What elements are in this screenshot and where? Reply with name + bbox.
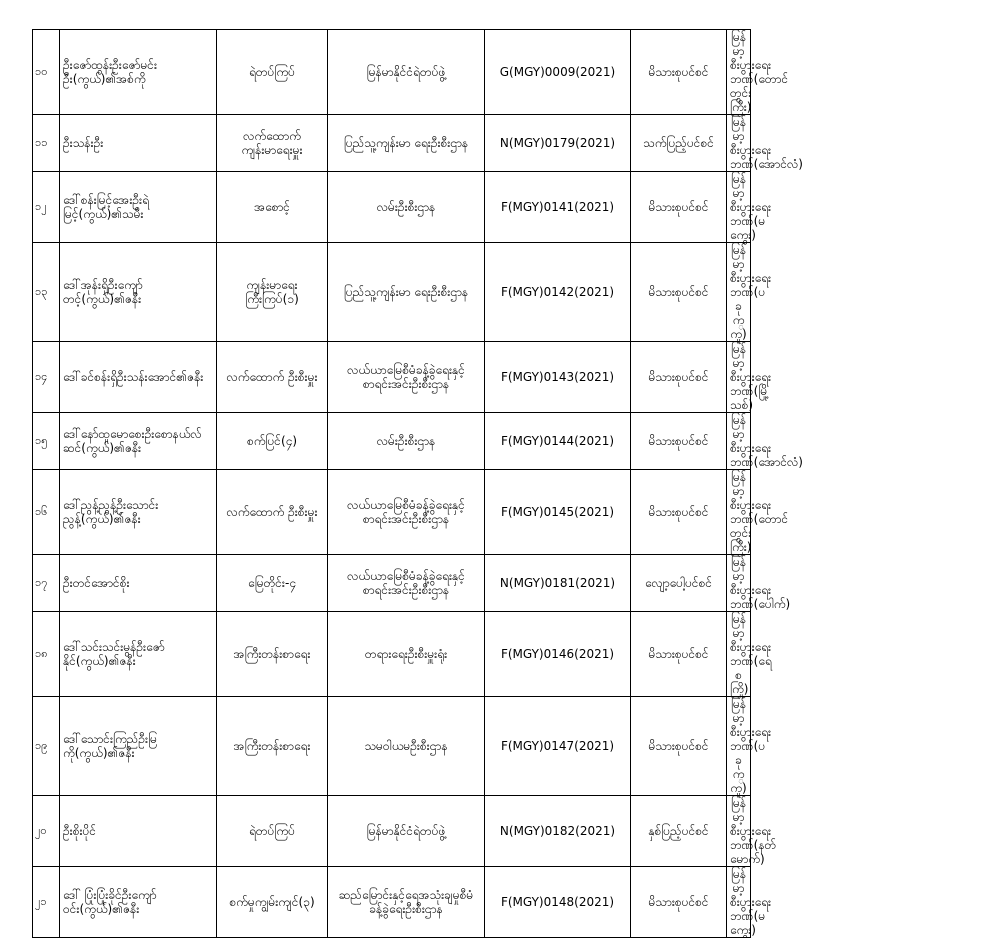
person-name-cell: ဒေါ်စန်းမြင့်အေးဦးရဲမြင့်(ကွယ်)၏သမီး — [60, 172, 217, 243]
pension-type-cell: သက်ပြည့်ပင်စင် — [631, 115, 727, 172]
person-name-cell: ဦးစိုးပိုင် — [60, 796, 217, 867]
table-row — [33, 796, 751, 867]
pension-type-cell: မိသားစုပင်စင် — [631, 697, 727, 796]
table-row — [33, 697, 751, 796]
department-cell: လမ်းဦးစီးဌာန — [328, 413, 485, 470]
department-cell: မြန်မာနိုင်ငံရဲတပ်ဖွဲ့ — [328, 796, 485, 867]
person-name-cell: ဒေါ်သင်းသင်းမွန်ဦးဇော်နိုင်(ကွယ်)၏ဇနီး — [60, 612, 217, 697]
row-number-cell: ၁၅ — [33, 413, 60, 470]
pension-code-cell: N(MGY)0179(2021) — [485, 115, 631, 172]
pension-code-cell: F(MGY)0148(2021) — [485, 867, 631, 938]
person-name-cell: ဒေါ်သောင်းကြည်ဦးမြကို(ကွယ်)၏ဇနီး — [60, 697, 217, 796]
bank-branch-cell: မြန်မာ့စီးပွားရေးဘဏ်(နတ်မောက်) — [727, 796, 751, 867]
pension-type-cell: မိသားစုပင်စင် — [631, 413, 727, 470]
bank-branch-cell: မြန်မာ့စီးပွားရေးဘဏ်(တောင်တွင်းကြီး) — [727, 470, 751, 555]
department-cell: လယ်ယာမြေစီမံခန့်ခွဲရေးနှင့်စာရင်းအင်းဦးစီးဌာန — [328, 342, 485, 413]
row-number-cell: ၁၉ — [33, 697, 60, 796]
row-number-cell: ၁၆ — [33, 470, 60, 555]
department-cell: မြန်မာနိုင်ငံရဲတပ်ဖွဲ့ — [328, 30, 485, 115]
person-name-cell: ဒေါ်ညွန့်ညွန့်ဦးသောင်းညွန့်(ကွယ်)၏ဇနီး — [60, 470, 217, 555]
bank-branch-cell: မြန်မာ့စီးပွားရေးဘဏ်(အောင်လံ) — [727, 115, 751, 172]
bank-branch-cell: မြန်မာ့စီးပွားရေးဘဏ်(ပခုက္ကူ) — [727, 243, 751, 342]
pension-type-cell: မိသားစုပင်စင် — [631, 342, 727, 413]
row-number-cell: ၁၇ — [33, 555, 60, 612]
pension-table — [32, 29, 803, 938]
position-cell: လက်ထောက် ကျန်းမာရေးမှူး — [217, 115, 328, 172]
bank-branch-cell: မြန်မာ့စီးပွားရေးဘဏ်(မြို့သစ်) — [727, 342, 751, 413]
department-cell: ပြည်သူ့ကျန်းမာ ရေးဦးစီးဌာန — [328, 243, 485, 342]
table-row — [33, 243, 751, 342]
position-cell: လက်ထောက် ဦးစီးမှူး — [217, 342, 328, 413]
department-cell: ပြည်သူ့ကျန်းမာ ရေးဦးစီးဌာန — [328, 115, 485, 172]
row-number-cell: ၁၁ — [33, 115, 60, 172]
position-cell: စက်ပြင်(၄) — [217, 413, 328, 470]
person-name-cell: ဒေါ် ပြုံးပြုံးခိုင်ဦးကျော်ဝင်း(ကွယ်)၏ဇနီး — [60, 867, 217, 938]
bank-branch-cell: မြန်မာ့စီးပွားရေးဘဏ်(မကွေး) — [727, 867, 751, 938]
pension-code-cell: G(MGY)0009(2021) — [485, 30, 631, 115]
pension-type-cell: နှစ်ပြည့်ပင်စင် — [631, 796, 727, 867]
pension-type-cell: လျော့ပေါ့ပင်စင် — [631, 555, 727, 612]
position-cell: မြေတိုင်း-၄ — [217, 555, 328, 612]
table-row — [33, 867, 751, 938]
row-number-cell: ၁၃ — [33, 243, 60, 342]
bank-branch-cell: မြန်မာ့စီးပွားရေးဘဏ်(ပေါက်) — [727, 555, 751, 612]
pension-code-cell: F(MGY)0142(2021) — [485, 243, 631, 342]
department-cell: လယ်ယာမြေစီမံခန့်ခွဲရေးနှင့်စာရင်းအင်းဦးစီးဌာန — [328, 470, 485, 555]
person-name-cell: ဒေါ်ခင်စန်းရှိဦးသန်းအောင်၏ဇနီး — [60, 342, 217, 413]
table-row — [33, 115, 751, 172]
pension-type-cell: မိသားစုပင်စင် — [631, 30, 727, 115]
row-number-cell: ၂၀ — [33, 796, 60, 867]
pension-type-cell: မိသားစုပင်စင် — [631, 867, 727, 938]
pension-type-cell: မိသားစုပင်စင် — [631, 470, 727, 555]
table-body — [33, 30, 803, 938]
department-cell: သမဝါယမဦးစီးဌာန — [328, 697, 485, 796]
position-cell: စက်မှုကျွမ်းကျင်(၃) — [217, 867, 328, 938]
pension-type-cell: မိသားစုပင်စင် — [631, 612, 727, 697]
row-number-cell: ၁၂ — [33, 172, 60, 243]
person-name-cell: ဦးတင်အောင်စိုး — [60, 555, 217, 612]
position-cell: လက်ထောက် ဦးစီးမှူး — [217, 470, 328, 555]
position-cell: အကြီးတန်းစာရေး — [217, 612, 328, 697]
row-number-cell: ၁၄ — [33, 342, 60, 413]
row-number-cell: ၁၈ — [33, 612, 60, 697]
page-border-tick — [32, 666, 33, 674]
row-number-cell: ၁၀ — [33, 30, 60, 115]
pension-type-cell: မိသားစုပင်စင် — [631, 172, 727, 243]
table-row — [33, 555, 751, 612]
table-row — [33, 413, 751, 470]
position-cell: အစောင့် — [217, 172, 328, 243]
department-cell: လယ်ယာမြေစီမံခန့်ခွဲရေးနှင့်စာရင်းအင်းဦးစီးဌာန — [328, 555, 485, 612]
position-cell: ကျန်းမာရေး ကြီးကြပ်(၁) — [217, 243, 328, 342]
bank-branch-cell: မြန်မာ့စီးပွားရေးဘဏ်(ပခုက္ကူ) — [727, 697, 751, 796]
position-cell: ရဲတပ်ကြပ် — [217, 796, 328, 867]
pension-list-page — [32, 29, 803, 938]
bank-branch-cell: မြန်မာ့စီးပွားရေးဘဏ်(တောင်တွင်းကြီး) — [727, 30, 751, 115]
pension-code-cell: F(MGY)0144(2021) — [485, 413, 631, 470]
person-name-cell: ဦးသန်းဦး — [60, 115, 217, 172]
pension-code-cell: F(MGY)0141(2021) — [485, 172, 631, 243]
pension-code-cell: N(MGY)0182(2021) — [485, 796, 631, 867]
bank-branch-cell: မြန်မာ့စီးပွားရေးဘဏ်(ရေစကြို) — [727, 612, 751, 697]
position-cell: အကြီးတန်းစာရေး — [217, 697, 328, 796]
department-cell: တရားရေးဦးစီးမှူးရုံး — [328, 612, 485, 697]
position-cell: ရဲတပ်ကြပ် — [217, 30, 328, 115]
department-cell: ဆည်မြောင်းနှင့်ရေအသုံးချမှုစီမံခန့်ခွဲရေးဦးစီးဌာန — [328, 867, 485, 938]
bank-branch-cell: မြန်မာ့စီးပွားရေးဘဏ်(မကွေး) — [727, 172, 751, 243]
person-name-cell: ဒေါ်နော်ထူမောစေးဦးစောနယ်လ်ဆင်(ကွယ်)၏ဇနီး — [60, 413, 217, 470]
table-row — [33, 342, 751, 413]
table-row — [33, 470, 751, 555]
row-number-cell: ၂၁ — [33, 867, 60, 938]
person-name-cell: ဦးဇော်ထွန်းဦးဇော်မင်းဦး(ကွယ်)၏အစ်ကို — [60, 30, 217, 115]
table-row — [33, 612, 751, 697]
bank-branch-cell: မြန်မာ့စီးပွားရေးဘဏ်(အောင်လံ) — [727, 413, 751, 470]
pension-code-cell: N(MGY)0181(2021) — [485, 555, 631, 612]
pension-type-cell: မိသားစုပင်စင် — [631, 243, 727, 342]
pension-code-cell: F(MGY)0143(2021) — [485, 342, 631, 413]
table-row — [33, 30, 751, 115]
table-row — [33, 172, 751, 243]
pension-code-cell: F(MGY)0146(2021) — [485, 612, 631, 697]
pension-code-cell: F(MGY)0145(2021) — [485, 470, 631, 555]
person-name-cell: ဒေါ်အုန်းရှိဦးကျော်တင့်(ကွယ်)၏ဇနီး — [60, 243, 217, 342]
department-cell: လမ်းဦးစီးဌာန — [328, 172, 485, 243]
pension-code-cell: F(MGY)0147(2021) — [485, 697, 631, 796]
